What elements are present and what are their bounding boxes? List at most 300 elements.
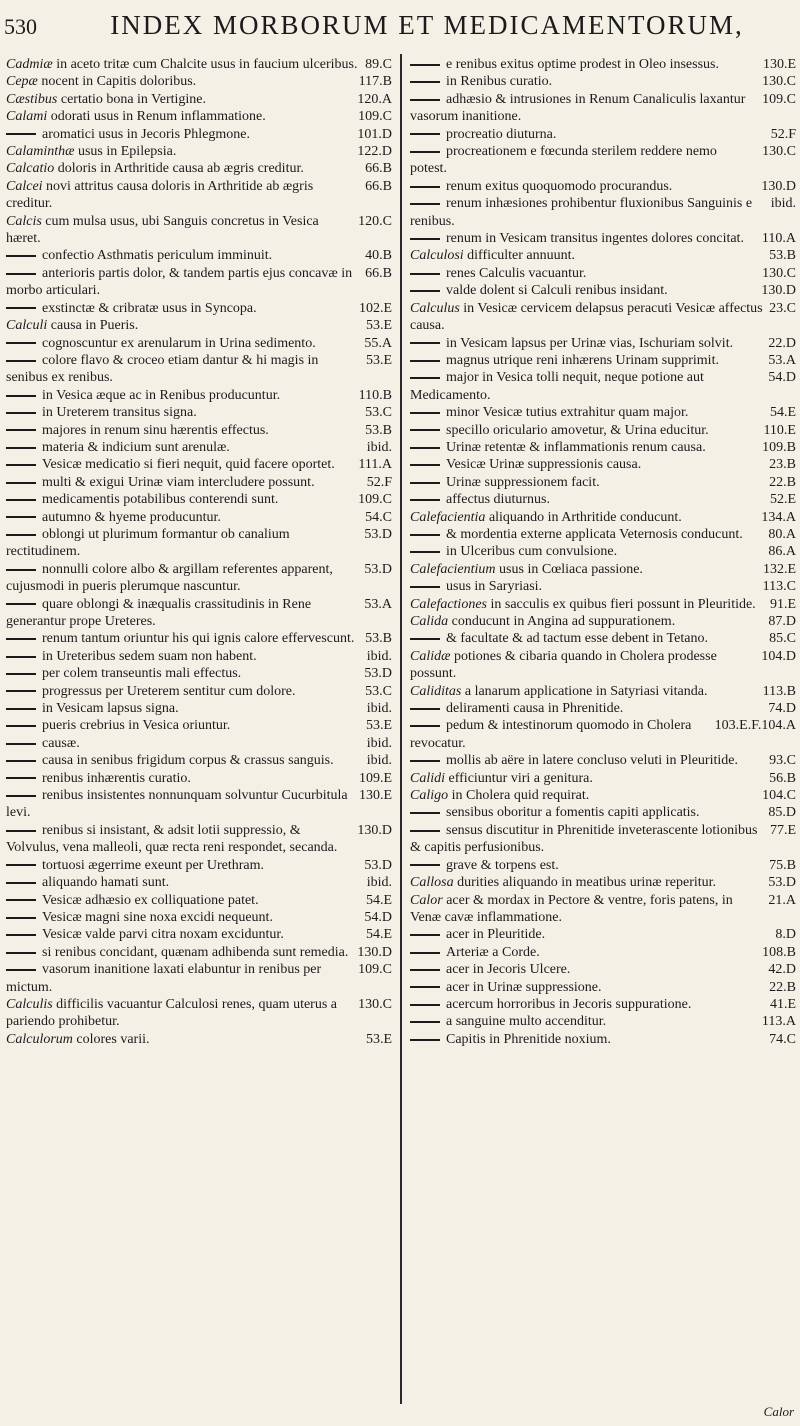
- page-reference: 74.C: [769, 1031, 796, 1047]
- entry-text: majores in renum sinu hærentis effectus.: [42, 422, 269, 438]
- page-reference: 120.A: [357, 91, 392, 107]
- page-reference: 113.A: [761, 1014, 796, 1030]
- ditto-dash: [410, 273, 440, 275]
- ditto-dash: [410, 464, 440, 466]
- index-entry: [6, 752, 394, 769]
- page-reference: 109.E: [358, 770, 392, 786]
- ditto-dash: [410, 551, 440, 553]
- ditto-dash: [410, 81, 440, 83]
- page-reference: 54.D: [768, 370, 796, 386]
- page-reference: 110.B: [358, 387, 392, 403]
- entry-text: sensibus oboritur a fomentis capiti applicatis.: [446, 805, 700, 821]
- entry-text: Urinæ retentæ & inflammationis renum causa.: [446, 439, 706, 455]
- ditto-dash: [6, 882, 36, 884]
- page-reference: 130.D: [357, 822, 392, 838]
- page-reference: 54.E: [769, 405, 796, 421]
- ditto-dash: [410, 864, 440, 866]
- page-reference: 134.A: [761, 509, 796, 525]
- entry-text: in Ulceribus cum convulsione.: [446, 544, 618, 560]
- page-reference: 130.C: [762, 265, 796, 281]
- index-entry: [410, 247, 798, 264]
- page-reference: 130.E: [762, 57, 796, 72]
- index-entry: [6, 265, 394, 300]
- page-reference: 104.C: [762, 788, 796, 804]
- entry-text: in sacculis ex quibus fieri possunt in Pleuritide.: [487, 596, 756, 612]
- entry-text: usus in Cœliaca passione.: [495, 561, 643, 577]
- ditto-dash: [410, 934, 440, 936]
- entry-text: renum inhæsiones prohibentur fluxionibus Sanguinis e renibus.: [410, 196, 753, 229]
- entry-text: causa in Pueris.: [47, 318, 139, 334]
- index-entry: [6, 160, 394, 177]
- index-entry: [410, 404, 798, 421]
- page-reference: ibid.: [366, 753, 392, 769]
- page-reference: 113.B: [762, 683, 796, 699]
- page-reference: 54.E: [365, 892, 392, 908]
- entry-text: in Ureterem transitus signa.: [42, 405, 197, 421]
- page-reference: 8.D: [775, 927, 796, 943]
- entry-text: difficilis vacuantur Calculosi renes, quam uterus a pariendo prohibetur.: [6, 996, 337, 1030]
- entry-text: colore flavo & croceo etiam dantur & hi magis in senibus ex renibus.: [6, 352, 319, 386]
- entry-text: sensus discutitur in Phrenitide inveterascente lotionibus & capitis perfusionibus.: [410, 822, 758, 856]
- entry-text: renum tantum oriuntur his qui ignis calore effervescunt.: [42, 631, 355, 647]
- page-reference: 102.E: [358, 300, 392, 316]
- ditto-dash: [6, 725, 36, 727]
- entry-headword: Calculis: [6, 996, 53, 1012]
- ditto-dash: [6, 743, 36, 745]
- entry-text: in aceto tritæ cum Chalcite usus in faucium ulceribus.: [52, 57, 358, 72]
- entry-headword: Calefactiones: [410, 596, 487, 612]
- page-reference: 109.C: [358, 492, 392, 508]
- index-entry: [410, 335, 798, 352]
- ditto-dash: [6, 969, 36, 971]
- page-reference: ibid.: [366, 648, 392, 664]
- entry-headword: Calculosi: [410, 248, 464, 264]
- ditto-dash: [410, 952, 440, 954]
- index-entry: [410, 752, 798, 769]
- index-entry: [410, 578, 798, 595]
- page-reference: 130.D: [357, 944, 392, 960]
- index-entry: [6, 561, 394, 596]
- entry-text: acer in Urinæ suppressione.: [446, 979, 602, 995]
- ditto-dash: [6, 273, 36, 275]
- ditto-dash: [410, 534, 440, 536]
- ditto-dash: [6, 133, 36, 135]
- entry-text: procreationem e fœcunda sterilem reddere nemo potest.: [410, 144, 717, 177]
- page-reference: 130.C: [762, 74, 796, 90]
- entry-text: pueris crebrius in Vesica oriuntur.: [42, 718, 231, 734]
- page-reference: 86.A: [768, 544, 796, 560]
- page-reference: 53.C: [365, 405, 392, 421]
- ditto-dash: [410, 708, 440, 710]
- index-entry: [6, 892, 394, 909]
- index-entry: [410, 874, 798, 891]
- entry-text: doloris in Arthritide causa ab ægris creditur.: [54, 161, 304, 177]
- index-entry: [410, 352, 798, 369]
- entry-text: progressus per Ureterem sentitur cum dolore.: [42, 683, 296, 699]
- entry-headword: Caliditas: [410, 683, 462, 699]
- ditto-dash: [6, 899, 36, 901]
- index-entry: [6, 474, 394, 491]
- page-reference: 110.A: [761, 231, 796, 247]
- page-reference: 53.E: [365, 318, 392, 334]
- index-entry: [410, 926, 798, 943]
- index-entry: [410, 1013, 798, 1030]
- entry-text: potiones & cibaria quando in Cholera prodesse possunt.: [410, 648, 717, 682]
- entry-headword: Cadmiæ: [6, 57, 53, 72]
- ditto-dash: [6, 482, 36, 484]
- index-entry: [410, 787, 798, 804]
- page-reference: 53.E: [365, 352, 392, 368]
- page-reference: 40.B: [365, 248, 392, 264]
- index-entry: [6, 404, 394, 421]
- index-entry: [6, 178, 394, 213]
- index-entry: [410, 613, 798, 630]
- page-reference: 53.D: [364, 526, 392, 542]
- page-reference: 52.E: [769, 492, 796, 508]
- entry-text: mollis ab aëre in latere concluso veluti in Pleuritide.: [446, 753, 738, 769]
- entry-text: in Cholera quid requirat.: [448, 788, 590, 804]
- entry-text: in Vesicam lapsus per Urinæ vias, Ischuriam solvit.: [446, 335, 734, 351]
- ditto-dash: [410, 203, 440, 205]
- page-reference: 52.F: [366, 474, 392, 490]
- ditto-dash: [6, 429, 36, 431]
- ditto-dash: [6, 673, 36, 675]
- entry-text: in Ureteribus sedem suam non habent.: [42, 648, 257, 664]
- index-entry: [410, 979, 798, 996]
- index-entry: [6, 73, 394, 90]
- entry-text: aliquando hamati sunt.: [42, 875, 170, 891]
- page-reference: 103.E.F.104.A: [714, 718, 796, 734]
- entry-text: conducunt in Angina ad suppurationem.: [448, 614, 676, 629]
- entry-text: adhæsio & intrusiones in Renum Canaliculis laxantur vasorum inanitione.: [410, 91, 746, 125]
- page-reference: ibid.: [770, 196, 796, 212]
- index-entry: [6, 108, 394, 125]
- index-entry: [6, 648, 394, 665]
- page-reference: 21.A: [768, 892, 796, 908]
- page-reference: 54.E: [365, 927, 392, 943]
- index-entry: [6, 770, 394, 787]
- ditto-dash: [410, 1039, 440, 1041]
- index-entry: [410, 143, 798, 178]
- index-entry: [410, 439, 798, 456]
- index-entry: [410, 822, 798, 857]
- ditto-dash: [410, 760, 440, 762]
- page-reference: 109.C: [762, 91, 796, 107]
- entry-text: quare oblongi & inæqualis crassitudinis in Rene generantur prope Ureteres.: [6, 596, 312, 629]
- index-entry: [410, 474, 798, 491]
- ditto-dash: [6, 864, 36, 866]
- entry-text: Vesicæ medicatio si fieri nequit, quid facere oportet.: [42, 457, 335, 473]
- page-reference: 66.B: [365, 178, 392, 194]
- entry-text: exstinctæ & cribratæ usus in Syncopa.: [42, 300, 257, 316]
- page-header: [0, 10, 800, 46]
- page-reference: 120.C: [358, 213, 392, 229]
- index-entry: [410, 526, 798, 543]
- page-reference: 109.B: [762, 439, 796, 455]
- index-entry: [410, 683, 798, 700]
- index-entry: [410, 596, 798, 613]
- ditto-dash: [6, 656, 36, 658]
- entry-text: procreatio diuturna.: [446, 126, 557, 142]
- page-reference: 85.C: [769, 631, 796, 647]
- entry-text: renibus si insistant, & adsit lotii suppressio, & Volvulus, vena malleoli, quæ recta reni respondet, secanda.: [6, 822, 338, 856]
- entry-text: anterioris partis dolor, & tandem partis ejus concavæ in morbo articulari.: [6, 265, 353, 299]
- ditto-dash: [410, 586, 440, 588]
- page-title: INDEX MORBORUM ET MEDICAMENTORUM,: [110, 10, 744, 40]
- entry-headword: Calaminthæ: [6, 144, 75, 160]
- ditto-dash: [6, 690, 36, 692]
- entry-text: a lanarum applicatione in Satyriasi vitanda.: [461, 683, 708, 699]
- index-entry: [410, 648, 798, 683]
- entry-headword: Calida: [410, 614, 449, 629]
- index-entry: [6, 491, 394, 508]
- entry-text: a sanguine multo accenditur.: [446, 1014, 607, 1030]
- ditto-dash: [6, 795, 36, 797]
- page-reference: 91.E: [769, 596, 796, 612]
- page-reference: 53.D: [364, 857, 392, 873]
- index-entry: [410, 195, 798, 230]
- ditto-dash: [410, 429, 440, 431]
- ditto-dash: [410, 725, 440, 727]
- page-reference: 93.C: [769, 753, 796, 769]
- index-entry: [410, 561, 798, 578]
- index-entry: [410, 491, 798, 508]
- index-entry: [6, 665, 394, 682]
- page-reference: 53.B: [365, 422, 392, 438]
- catchword: Calor: [763, 1404, 794, 1419]
- ditto-dash: [6, 777, 36, 779]
- entry-text: novi attritus causa doloris in Arthritide ab ægris creditur.: [6, 178, 314, 212]
- entry-headword: Calami: [6, 109, 48, 125]
- entry-text: cum mulsa usus, ubi Sanguis concretus in Vesica hæret.: [6, 213, 319, 247]
- index-entry: [6, 961, 394, 996]
- entry-text: in Vesicam lapsus signa.: [42, 701, 179, 717]
- index-entry: [6, 352, 394, 387]
- ditto-dash: [410, 1021, 440, 1023]
- entry-text: vasorum inanitione laxati elabuntur in renibus per mictum.: [6, 962, 322, 995]
- entry-headword: Cæstibus: [6, 91, 58, 107]
- entry-text: acer in Pleuritide.: [446, 927, 546, 943]
- page-reference: 108.B: [762, 944, 796, 960]
- entry-headword: Calor: [410, 892, 443, 908]
- index-entry: [6, 596, 394, 631]
- page-reference: 66.B: [365, 265, 392, 281]
- index-entry: [410, 770, 798, 787]
- page-reference: 113.C: [762, 579, 796, 595]
- entry-text: major in Vesica tolli nequit, neque potione aut Medicamento.: [410, 370, 704, 403]
- index-entry: [6, 317, 394, 334]
- ditto-dash: [410, 133, 440, 135]
- entry-text: aliquando in Arthritide conducunt.: [485, 509, 682, 525]
- index-entry: [6, 926, 394, 943]
- entry-text: cognoscuntur ex arenularum in Urina sedimento.: [42, 335, 316, 351]
- entry-text: Vesicæ adhæsio ex colliquatione patet.: [42, 892, 259, 908]
- index-entry: [6, 335, 394, 352]
- entry-text: medicamentis potabilibus conterendi sunt.: [42, 492, 279, 508]
- index-entry: [6, 247, 394, 264]
- entry-headword: Callosa: [410, 875, 454, 891]
- index-entry: [6, 857, 394, 874]
- ditto-dash: [6, 917, 36, 919]
- entry-text: certatio bona in Vertigine.: [57, 91, 206, 107]
- entry-text: acercum horroribus in Jecoris suppuratione.: [446, 996, 692, 1012]
- entry-text: causæ.: [42, 735, 80, 751]
- index-entry: [6, 717, 394, 734]
- page-reference: 87.D: [768, 614, 796, 629]
- index-entry: [410, 944, 798, 961]
- index-entry: [6, 909, 394, 926]
- index-entry: [6, 126, 394, 143]
- entry-text: aromatici usus in Jecoris Phlegmone.: [42, 126, 251, 142]
- index-entry: [6, 700, 394, 717]
- index-entry: [410, 282, 798, 299]
- page-reference: ibid.: [366, 875, 392, 891]
- index-entry: [6, 787, 394, 822]
- ditto-dash: [6, 534, 36, 536]
- page-reference: 109.C: [358, 962, 392, 978]
- entry-headword: Calidi: [410, 770, 446, 786]
- ditto-dash: [6, 603, 36, 605]
- page-reference: 53.E: [365, 718, 392, 734]
- index-entry: [410, 126, 798, 143]
- page-reference: 85.D: [768, 805, 796, 821]
- page-reference: 56.B: [769, 770, 796, 786]
- page-reference: 104.D: [761, 648, 796, 664]
- entry-headword: Caligo: [410, 788, 449, 804]
- entry-text: valde dolent si Calculi renibus insidant.: [446, 283, 668, 299]
- entry-text: nocent in Capitis doloribus.: [37, 74, 197, 90]
- page-reference: 77.E: [769, 822, 796, 838]
- index-entry: [410, 369, 798, 404]
- entry-headword: Calefacientium: [410, 561, 496, 577]
- ditto-dash: [410, 969, 440, 971]
- page-reference: 110.E: [763, 422, 796, 438]
- entry-text: renes Calculis vacuantur.: [446, 265, 587, 281]
- ditto-dash: [6, 307, 36, 309]
- entry-text: e renibus exitus optime prodest in Oleo insessus.: [446, 57, 719, 72]
- page-reference: 42.D: [768, 962, 796, 978]
- index-entry: [6, 630, 394, 647]
- page-reference: 53.B: [365, 631, 392, 647]
- index-entry: [410, 857, 798, 874]
- entry-text: renum exitus quoquomodo procurandus.: [446, 178, 673, 194]
- ditto-dash: [6, 516, 36, 518]
- index-entry: [410, 630, 798, 647]
- page-reference: 53.B: [769, 248, 796, 264]
- index-entry: [6, 439, 394, 456]
- index-entry: [6, 56, 394, 73]
- entry-text: acer & mordax in Pectore & ventre, foris patens, in Venæ cavæ inflammatione.: [410, 892, 733, 925]
- index-entry: [410, 1031, 798, 1048]
- page-reference: 54.C: [365, 509, 392, 525]
- page-reference: 53.D: [768, 875, 796, 891]
- page-reference: ibid.: [366, 439, 392, 455]
- entry-text: difficulter annuunt.: [463, 248, 575, 264]
- page-reference: 130.E: [358, 788, 392, 804]
- page-reference: 53.C: [365, 683, 392, 699]
- entry-text: grave & torpens est.: [446, 857, 559, 873]
- entry-text: Urinæ suppressionem facit.: [446, 474, 600, 490]
- entry-text: Vesicæ magni sine noxa excidi nequeunt.: [42, 909, 273, 925]
- entry-text: materia & indicium sunt arenulæ.: [42, 439, 230, 455]
- ditto-dash: [6, 708, 36, 710]
- ditto-dash: [410, 812, 440, 814]
- entry-text: Vesicæ Urinæ suppressionis causa.: [446, 457, 642, 473]
- ditto-dash: [6, 360, 36, 362]
- page-reference: 22.B: [769, 979, 796, 995]
- entry-headword: Calculorum: [6, 1031, 73, 1047]
- entry-text: renibus inhærentis curatio.: [42, 770, 191, 786]
- ditto-dash: [6, 499, 36, 501]
- entry-text: & mordentia externe applicata Veternosis conducunt.: [446, 526, 743, 542]
- index-entry: [410, 265, 798, 282]
- ditto-dash: [6, 255, 36, 257]
- page-reference: ibid.: [366, 735, 392, 751]
- index-entry: [6, 387, 394, 404]
- entry-text: in Vesicæ cervicem delapsus peracuti Vesicæ affectus causa.: [410, 300, 763, 334]
- entry-text: si renibus concidant, quænam adhibenda sunt remedia.: [42, 944, 349, 960]
- page-reference: 53.D: [364, 666, 392, 682]
- page-reference: 53.D: [364, 561, 392, 577]
- page-reference: 53.E: [365, 1031, 392, 1047]
- ditto-dash: [410, 377, 440, 379]
- entry-text: odorati usus in Renum inflammatione.: [47, 109, 266, 125]
- ditto-dash: [6, 952, 36, 954]
- index-entry: [410, 700, 798, 717]
- index-entry: [6, 944, 394, 961]
- ditto-dash: [6, 447, 36, 449]
- entry-text: colores varii.: [72, 1031, 150, 1047]
- index-entry: [6, 509, 394, 526]
- entry-headword: Calefacientia: [410, 509, 486, 525]
- entry-headword: Cepæ: [6, 74, 38, 90]
- index-entry: [410, 717, 798, 752]
- index-entry: [6, 996, 394, 1031]
- index-entry: [6, 874, 394, 891]
- index-entry: [6, 300, 394, 317]
- entry-text: renibus insistentes nonnunquam solvuntur Cucurbitula levi.: [6, 788, 348, 821]
- left-column: [6, 56, 394, 1048]
- ditto-dash: [410, 482, 440, 484]
- entry-text: affectus diuturnus.: [446, 492, 550, 508]
- index-entry: [410, 543, 798, 560]
- entry-headword: Calculus: [410, 300, 460, 316]
- index-entry: [6, 735, 394, 752]
- ditto-dash: [6, 569, 36, 571]
- page-reference: 23.C: [769, 300, 796, 316]
- ditto-dash: [410, 290, 440, 292]
- ditto-dash: [410, 186, 440, 188]
- ditto-dash: [410, 986, 440, 988]
- entry-text: usus in Epilepsia.: [74, 144, 177, 160]
- index-entry: [410, 509, 798, 526]
- entry-text: tortuosi ægerrime exeunt per Urethram.: [42, 857, 264, 873]
- entry-text: durities aliquando in meatibus urinæ reperitur.: [453, 875, 717, 891]
- right-column: [410, 56, 798, 1048]
- ditto-dash: [6, 395, 36, 397]
- ditto-dash: [6, 760, 36, 762]
- index-entry: [410, 456, 798, 473]
- ditto-dash: [6, 464, 36, 466]
- index-entry: [6, 91, 394, 108]
- entry-headword: Calidæ: [410, 648, 451, 664]
- page-reference: 80.A: [768, 526, 796, 542]
- index-entry: [6, 456, 394, 473]
- ditto-dash: [410, 151, 440, 153]
- entry-headword: Calcatio: [6, 161, 55, 177]
- page-reference: 53.A: [364, 596, 392, 612]
- page-reference: 117.B: [358, 74, 392, 90]
